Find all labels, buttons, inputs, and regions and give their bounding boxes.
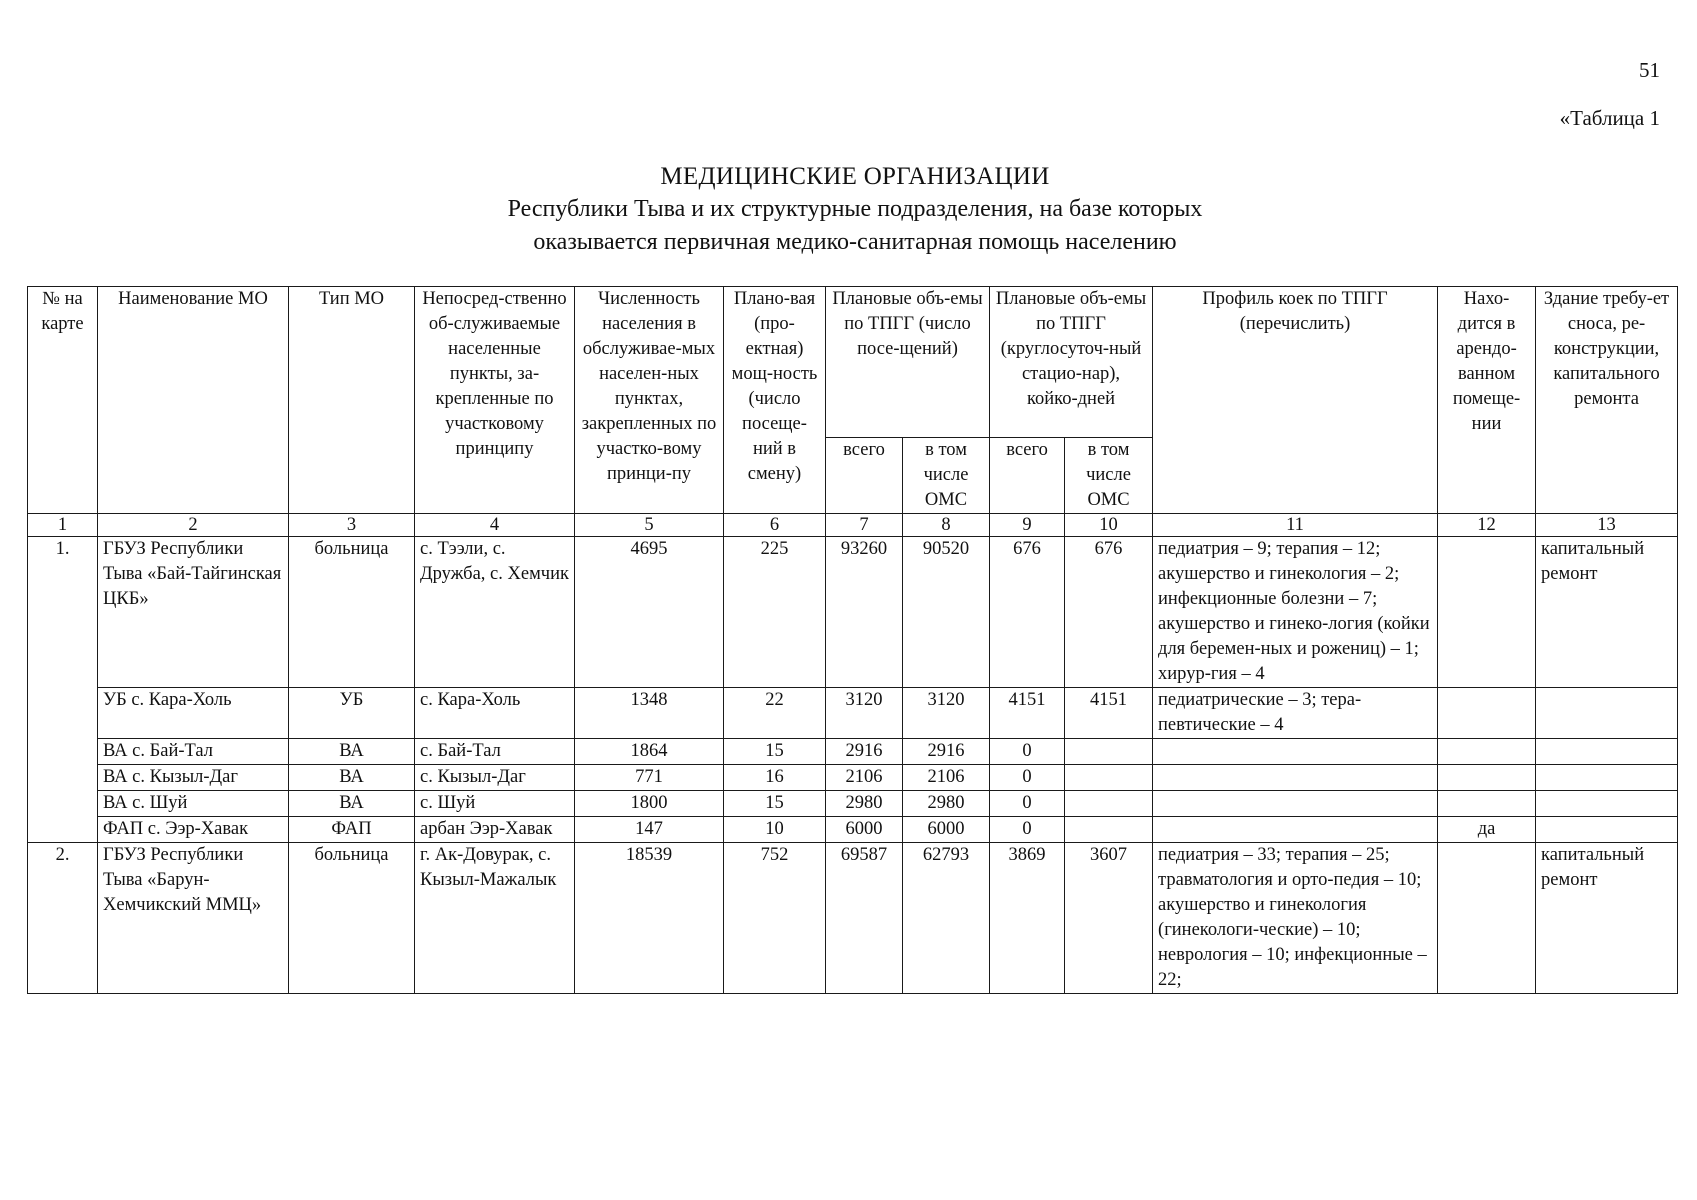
column-number: 6: [724, 514, 826, 537]
cell-visits-oms: 2980: [903, 791, 990, 817]
cell-visits-total: 3120: [826, 688, 903, 739]
cell-map-number: [28, 688, 98, 739]
cell-mo-name: ВА с. Кызыл-Даг: [98, 765, 289, 791]
cell-beds-oms: [1065, 739, 1153, 765]
cell-mo-type: ФАП: [289, 817, 415, 843]
cell-capacity: 10: [724, 817, 826, 843]
cell-mo-name: ФАП с. Ээр-Хавак: [98, 817, 289, 843]
cell-beds-oms: 4151: [1065, 688, 1153, 739]
cell-rented: [1438, 739, 1536, 765]
cell-mo-type: ВА: [289, 791, 415, 817]
cell-bed-profile: педиатрические – 3; тера-певтические – 4: [1153, 688, 1438, 739]
document-subtitle-line1: Республики Тыва и их структурные подразделения, на базе которых: [507, 196, 1203, 222]
column-number: 5: [575, 514, 724, 537]
cell-beds-oms: 676: [1065, 537, 1153, 688]
table-header-row: [28, 287, 1678, 438]
header-capacity: Плано-вая (про-ектная) мощ-ность (число посеще-ний в смену): [724, 287, 826, 514]
cell-capacity: 15: [724, 739, 826, 765]
cell-visits-oms: 62793: [903, 843, 990, 994]
cell-mo-name: ГБУЗ Республики Тыва «Барун-Хемчикский ММЦ»: [98, 843, 289, 994]
table-row: [28, 817, 1678, 843]
cell-beds-total: 0: [990, 817, 1065, 843]
cell-beds-oms: [1065, 765, 1153, 791]
table-row: [28, 765, 1678, 791]
column-number: 4: [415, 514, 575, 537]
cell-map-number: 1.: [28, 537, 98, 688]
cell-visits-total: 2980: [826, 791, 903, 817]
cell-map-number: [28, 739, 98, 765]
cell-building-repair: [1536, 688, 1678, 739]
header-mo-type: Тип МО: [289, 287, 415, 514]
cell-rented: [1438, 765, 1536, 791]
header-visits-total: всего: [826, 438, 903, 514]
cell-settlements: арбан Ээр-Хавак: [415, 817, 575, 843]
table-row: [28, 537, 1678, 688]
cell-beds-oms: 3607: [1065, 843, 1153, 994]
table-label: «Таблица 1: [1559, 106, 1660, 130]
cell-beds-total: 0: [990, 739, 1065, 765]
cell-settlements: с. Кызыл-Даг: [415, 765, 575, 791]
column-number: 3: [289, 514, 415, 537]
cell-population: 4695: [575, 537, 724, 688]
cell-population: 771: [575, 765, 724, 791]
column-number: 7: [826, 514, 903, 537]
column-number: 9: [990, 514, 1065, 537]
column-numbers-row: [28, 514, 1678, 537]
cell-bed-profile: педиатрия – 33; терапия – 25; травматология и орто-педия – 10; акушерство и гинекология (гинекологи-ческие) – 10; неврология – 10; инфекционные – 22;: [1153, 843, 1438, 994]
column-number: 13: [1536, 514, 1678, 537]
cell-bed-profile: [1153, 791, 1438, 817]
cell-beds-oms: [1065, 791, 1153, 817]
cell-visits-oms: 6000: [903, 817, 990, 843]
column-number: 8: [903, 514, 990, 537]
cell-capacity: 15: [724, 791, 826, 817]
cell-capacity: 22: [724, 688, 826, 739]
cell-rented: [1438, 688, 1536, 739]
page-number: 51: [1639, 58, 1660, 82]
cell-visits-oms: 90520: [903, 537, 990, 688]
cell-population: 1800: [575, 791, 724, 817]
cell-visits-oms: 3120: [903, 688, 990, 739]
cell-building-repair: капитальный ремонт: [1536, 843, 1678, 994]
cell-building-repair: [1536, 817, 1678, 843]
document-title: МЕДИЦИНСКИЕ ОРГАНИЗАЦИИ: [660, 163, 1050, 190]
cell-visits-total: 93260: [826, 537, 903, 688]
header-beds-oms: в том числе ОМС: [1065, 438, 1153, 514]
cell-map-number: [28, 765, 98, 791]
cell-rented: да: [1438, 817, 1536, 843]
header-mo-name: Наименование МО: [98, 287, 289, 514]
cell-mo-name: УБ с. Кара-Холь: [98, 688, 289, 739]
cell-rented: [1438, 843, 1536, 994]
cell-beds-total: 4151: [990, 688, 1065, 739]
cell-mo-type: больница: [289, 537, 415, 688]
cell-visits-oms: 2106: [903, 765, 990, 791]
cell-mo-type: ВА: [289, 765, 415, 791]
table-row: [28, 791, 1678, 817]
cell-population: 147: [575, 817, 724, 843]
cell-mo-name: ГБУЗ Республики Тыва «Бай-Тайгинская ЦКБ»: [98, 537, 289, 688]
header-population: Численность населения в обслуживае-мых населен-ных пунктах, закрепленных по участко-вому принци-пу: [575, 287, 724, 514]
cell-beds-total: 0: [990, 791, 1065, 817]
cell-settlements: с. Бай-Тал: [415, 739, 575, 765]
document-subtitle-line2: оказывается первичная медико-санитарная помощь населению: [533, 229, 1177, 255]
cell-bed-profile: [1153, 739, 1438, 765]
cell-bed-profile: педиатрия – 9; терапия – 12; акушерство и гинекология – 2; инфекционные болезни – 7; акушерство и гинеко-логия (койки для беремен-ных и рожениц) – 1; хирур-гия – 4: [1153, 537, 1438, 688]
cell-mo-type: больница: [289, 843, 415, 994]
cell-mo-type: ВА: [289, 739, 415, 765]
cell-visits-total: 6000: [826, 817, 903, 843]
cell-bed-profile: [1153, 765, 1438, 791]
header-bed-profile: Профиль коек по ТПГГ (перечислить): [1153, 287, 1438, 514]
cell-building-repair: [1536, 765, 1678, 791]
title-block: [200, 160, 1510, 259]
column-number: 10: [1065, 514, 1153, 537]
cell-settlements: с. Шуй: [415, 791, 575, 817]
cell-map-number: 2.: [28, 843, 98, 994]
cell-beds-oms: [1065, 817, 1153, 843]
column-number: 11: [1153, 514, 1438, 537]
cell-settlements: г. Ак-Довурак, с. Кызыл-Мажалык: [415, 843, 575, 994]
cell-mo-name: ВА с. Бай-Тал: [98, 739, 289, 765]
header-beds-total: всего: [990, 438, 1065, 514]
cell-capacity: 752: [724, 843, 826, 994]
cell-rented: [1438, 537, 1536, 688]
header-map-number: № на карте: [28, 287, 98, 514]
cell-beds-total: 0: [990, 765, 1065, 791]
cell-visits-oms: 2916: [903, 739, 990, 765]
header-settlements: Непосред-ственно об-служиваемые населенные пункты, за-крепленные по участковому принципу: [415, 287, 575, 514]
cell-bed-profile: [1153, 817, 1438, 843]
table-row: [28, 843, 1678, 994]
cell-mo-name: ВА с. Шуй: [98, 791, 289, 817]
cell-capacity: 16: [724, 765, 826, 791]
cell-population: 1864: [575, 739, 724, 765]
cell-settlements: с. Кара-Холь: [415, 688, 575, 739]
column-number: 2: [98, 514, 289, 537]
table-row: [28, 688, 1678, 739]
cell-visits-total: 69587: [826, 843, 903, 994]
table-row: [28, 739, 1678, 765]
cell-beds-total: 3869: [990, 843, 1065, 994]
cell-map-number: [28, 791, 98, 817]
cell-rented: [1438, 791, 1536, 817]
cell-building-repair: [1536, 739, 1678, 765]
column-number: 1: [28, 514, 98, 537]
column-number: 12: [1438, 514, 1536, 537]
cell-settlements: с. Тээли, с. Дружба, с. Хемчик: [415, 537, 575, 688]
header-building-repair: Здание требу-ет сноса, ре-конструкции, капитального ремонта: [1536, 287, 1678, 514]
cell-building-repair: капитальный ремонт: [1536, 537, 1678, 688]
cell-capacity: 225: [724, 537, 826, 688]
cell-mo-type: УБ: [289, 688, 415, 739]
header-rented: Нахо-дится в арендо-ванном помеще-нии: [1438, 287, 1536, 514]
cell-map-number: [28, 817, 98, 843]
cell-building-repair: [1536, 791, 1678, 817]
header-visits-oms: в том числе ОМС: [903, 438, 990, 514]
header-planned-visits: Плановые объ-емы по ТПГГ (число посе-щений): [826, 287, 990, 438]
cell-visits-total: 2916: [826, 739, 903, 765]
cell-beds-total: 676: [990, 537, 1065, 688]
cell-population: 18539: [575, 843, 724, 994]
medical-organizations-table: [27, 286, 1678, 994]
cell-visits-total: 2106: [826, 765, 903, 791]
header-planned-beds: Плановые объ-емы по ТПГГ (круглосуточ-ный стацио-нар), койко-дней: [990, 287, 1153, 438]
cell-population: 1348: [575, 688, 724, 739]
